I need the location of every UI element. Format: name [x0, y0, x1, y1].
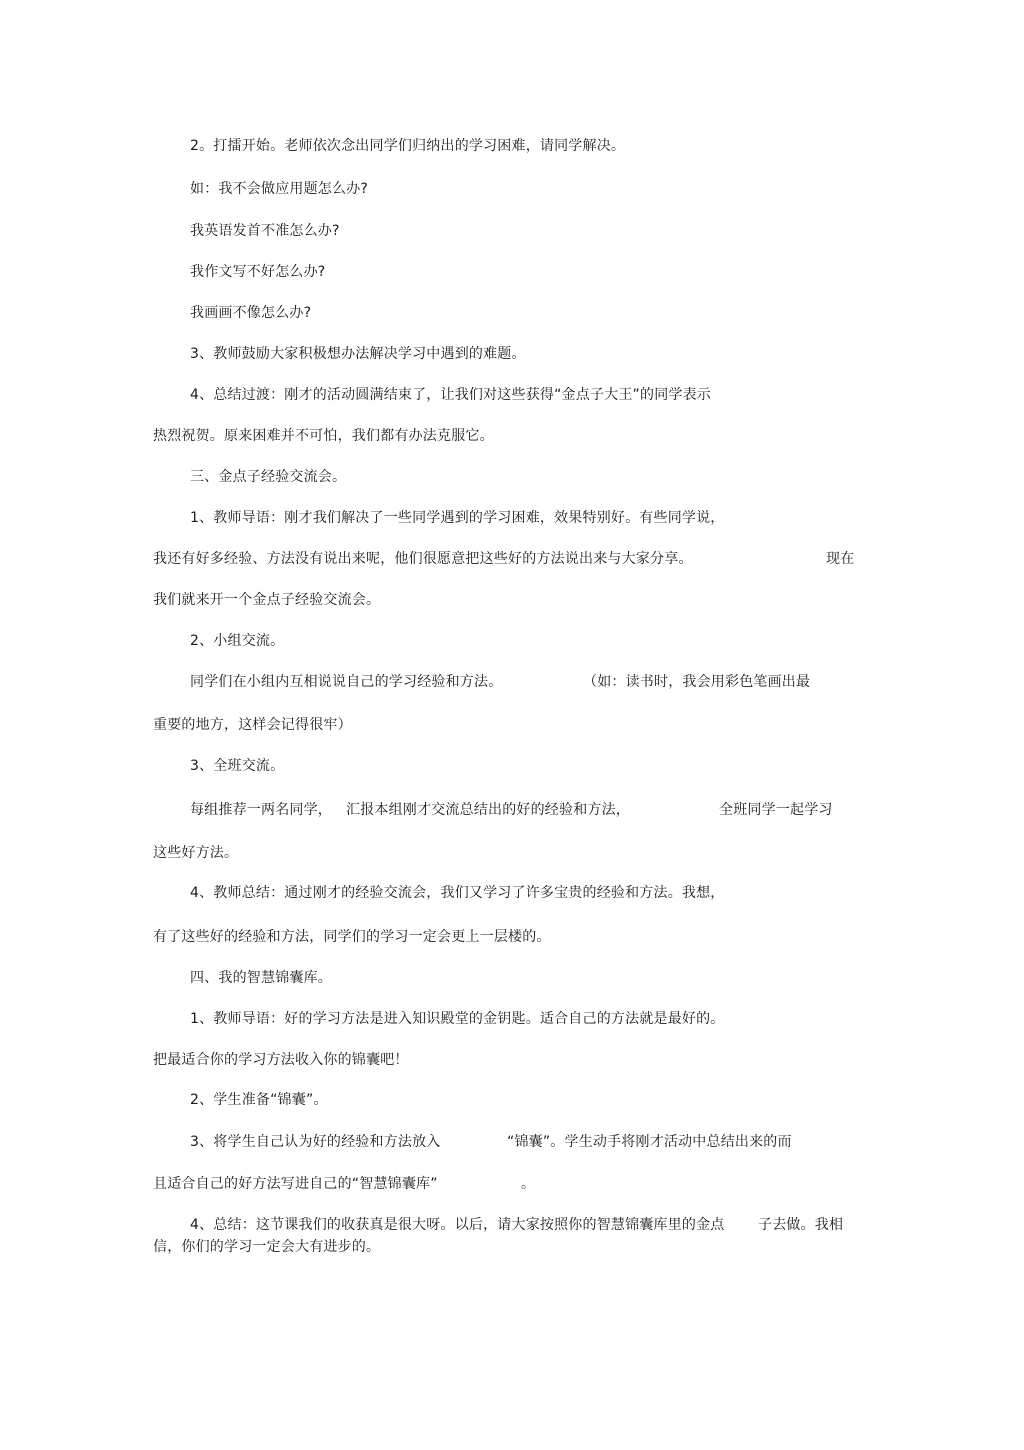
paragraph-line: 我还有好多经验、方法没有说出来呢，他们很愿意把这些好的方法说出来与大家分享。	[153, 551, 693, 567]
paragraph-line-tail: 全班同学一起学习	[719, 802, 833, 818]
paragraph-line: 且适合自己的好方法写进自己的“智慧锦囊库”	[153, 1176, 438, 1192]
paragraph-line: 2。打擂开始。老师依次念出同学们归纳出的学习困难，请同学解决。	[190, 138, 626, 154]
paragraph-line: 3、教师鼓励大家积极想办法解决学习中遇到的难题。	[190, 346, 526, 362]
paragraph-line: 我画画不像怎么办?	[190, 305, 312, 321]
section-heading: 三、金点子经验交流会。	[190, 469, 347, 485]
paragraph-line-middle: 汇报本组刚才交流总结出的好的经验和方法，	[346, 802, 630, 818]
paragraph-line: 有了这些好的经验和方法，同学们的学习一定会更上一层楼的。	[153, 929, 551, 945]
paragraph-line: 2、学生准备“锦囊”。	[190, 1092, 328, 1108]
paragraph-line: 1、教师导语：刚才我们解决了一些同学遇到的学习困难，效果特别好。有些同学说，	[190, 510, 725, 526]
paragraph-line-tail: （如：读书时，我会用彩色笔画出最	[583, 674, 811, 690]
paragraph-line: 信，你们的学习一定会大有进步的。	[153, 1239, 381, 1255]
paragraph-line: 重要的地方，这样会记得很牢）	[153, 717, 352, 733]
paragraph-line: 1、教师导语：好的学习方法是进入知识殿堂的金钥匙。适合自己的方法就是最好的。	[190, 1011, 725, 1027]
paragraph-line: 3、全班交流。	[190, 758, 285, 774]
paragraph-line: 如：我不会做应用题怎么办?	[190, 181, 369, 197]
paragraph-line: 热烈祝贺。原来困难并不可怕，我们都有办法克服它。	[153, 428, 494, 444]
paragraph-line: 4、总结：这节课我们的收获真是很大呀。以后，请大家按照你的智慧锦囊库里的金点	[190, 1217, 725, 1233]
paragraph-line: 2、小组交流。	[190, 633, 285, 649]
paragraph-line: 每组推荐一两名同学，	[190, 802, 332, 818]
paragraph-line: 4、教师总结：通过刚才的经验交流会，我们又学习了许多宝贵的经验和方法。我想，	[190, 885, 725, 901]
paragraph-line: 这些好方法。	[153, 845, 239, 861]
paragraph-line-tail: “锦囊”。学生动手将刚才活动中总结出来的而	[507, 1134, 792, 1150]
paragraph-line-tail: 子去做。我相	[758, 1217, 844, 1233]
paragraph-line: 我作文写不好怎么办?	[190, 264, 326, 280]
paragraph-line-tail: 。	[521, 1176, 536, 1192]
paragraph-line: 我们就来开一个金点子经验交流会。	[153, 592, 381, 608]
paragraph-line: 同学们在小组内互相说说自己的学习经验和方法。	[190, 674, 503, 690]
paragraph-line: 我英语发首不准怎么办?	[190, 223, 340, 239]
section-heading: 四、我的智慧锦囊库。	[190, 970, 332, 986]
paragraph-line: 3、将学生自己认为好的经验和方法放入	[190, 1134, 441, 1150]
paragraph-line-tail: 现在	[826, 551, 855, 567]
paragraph-line: 4、总结过渡：刚才的活动圆满结束了，让我们对这些获得“金点子大王”的同学表示	[190, 387, 712, 403]
paragraph-line: 把最适合你的学习方法收入你的锦囊吧！	[153, 1052, 409, 1068]
